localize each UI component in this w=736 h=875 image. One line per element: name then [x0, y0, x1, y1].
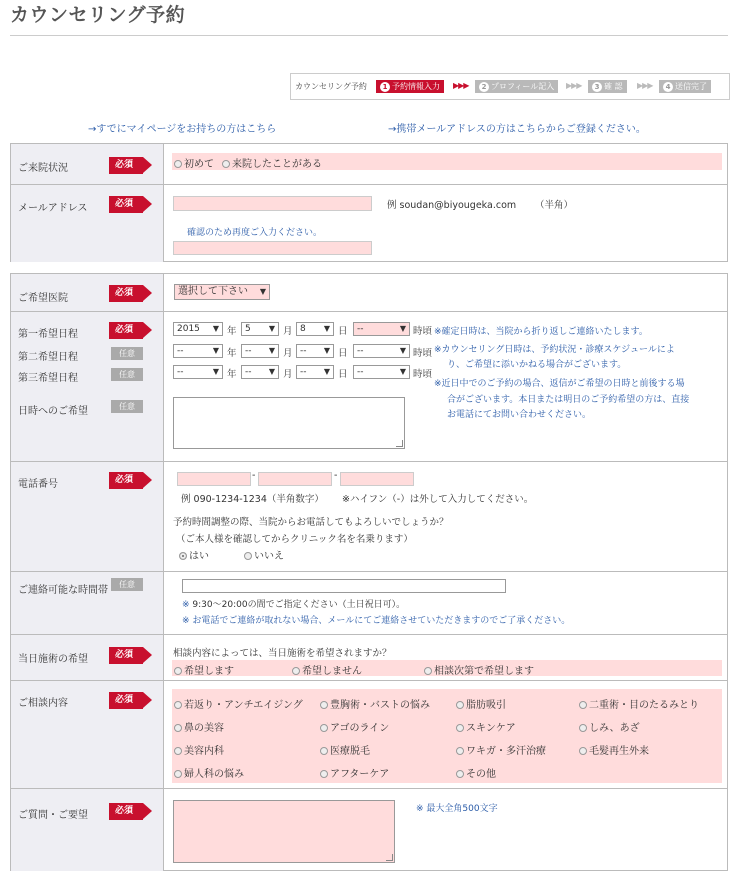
- step-2: 2 プロフィール記入: [475, 80, 558, 93]
- consult-row: [11, 680, 727, 789]
- time-unit: 時頃: [413, 326, 433, 337]
- title-divider: [10, 35, 728, 36]
- step-3: 3 確 認: [588, 80, 627, 93]
- step-4: 4 送信完了: [659, 80, 711, 93]
- phone-example: 例 090-1234-1234（半角数字）: [181, 494, 324, 505]
- optional-badge: 任意: [111, 347, 143, 360]
- visit-status-options: [172, 153, 722, 170]
- phone-input-3[interactable]: [340, 472, 414, 486]
- consult-option[interactable]: 二重術・目のたるみとり: [579, 696, 699, 711]
- clinic-select[interactable]: 選択して下さい ▼: [174, 284, 270, 300]
- mobile-register-link[interactable]: →携帯メールアドレスの方はこちらからご登録ください。: [388, 124, 646, 135]
- phone-call-yes[interactable]: はい: [179, 547, 209, 562]
- radio-icon: [174, 160, 182, 168]
- required-badge: 必須: [109, 692, 143, 709]
- same-day-maybe[interactable]: 相談次第で希望します: [424, 662, 534, 677]
- visit-status-label: ご来院状況: [18, 163, 68, 174]
- first-day-select[interactable]: 8 ▼: [296, 322, 334, 336]
- email-input[interactable]: [173, 196, 372, 211]
- first-date-label: 第一希望日程: [18, 329, 78, 340]
- resize-handle-icon: [396, 440, 403, 447]
- email-halfwidth-note: （半角）: [535, 200, 574, 211]
- same-day-question: 相談内容によっては、当日施術を希望されますか？: [173, 648, 392, 659]
- contact-time-input[interactable]: [182, 579, 506, 593]
- consult-option[interactable]: ワキガ・多汗治療: [456, 742, 546, 757]
- phone-label: 電話番号: [18, 479, 58, 490]
- optional-badge: 任意: [111, 400, 143, 413]
- second-date-label: 第二希望日程: [18, 352, 78, 363]
- required-badge: 必須: [109, 647, 143, 664]
- contact-time-note-1: ※ 9:30～20:00の間でご指定ください（土日祝日可）。: [182, 600, 406, 610]
- phone-input-1[interactable]: [177, 472, 251, 486]
- phone-call-sub: （ご本人様を確認してからクリニック名を名乗ります）: [176, 534, 413, 545]
- date-notes-label: 日時へのご希望: [18, 406, 88, 417]
- consult-option[interactable]: 毛髪再生外来: [579, 742, 649, 757]
- second-day-select[interactable]: -- ▼: [296, 344, 334, 358]
- step-arrow: ▶▶▶: [453, 81, 469, 90]
- optional-badge: 任意: [111, 578, 143, 591]
- required-badge: 必須: [109, 157, 143, 174]
- step-indicator: [290, 73, 730, 100]
- third-date-label: 第三希望日程: [18, 373, 78, 384]
- third-day-select[interactable]: -- ▼: [296, 365, 334, 379]
- date-note-2a: ※カウンセリング日時は、予約状況・診療スケジュールによ: [434, 345, 675, 355]
- radio-icon: [424, 667, 432, 675]
- date-note-1: ※確定日時は、当院から折り返しご連絡いたします。: [434, 327, 648, 337]
- second-year-select[interactable]: -- ▼: [173, 344, 223, 358]
- required-badge: 必須: [109, 196, 143, 213]
- phone-hyphen-note: ※ハイフン（-）は外して入力してください。: [342, 494, 534, 505]
- required-badge: 必須: [109, 285, 143, 302]
- consult-option[interactable]: 鼻の美容: [174, 719, 224, 734]
- third-year-select[interactable]: -- ▼: [173, 365, 223, 379]
- mypage-link[interactable]: →すでにマイページをお持ちの方はこちら: [88, 124, 277, 135]
- radio-icon: [179, 552, 187, 560]
- second-time-select[interactable]: -- ▼: [353, 344, 410, 358]
- clinic-row: [11, 274, 727, 311]
- date-note-3a: ※近日中でのご予約の場合、返信がご希望の日時と前後する場: [434, 379, 685, 389]
- questions-textarea[interactable]: [173, 800, 395, 863]
- consult-options: [172, 689, 722, 783]
- basic-info-table: [10, 143, 728, 262]
- phone-row: 電話番号 必須 - - 例 090-1234-1234（半角数字） ※ハイフン（-）は外して入力してください。 予約時間調整の際、当院からお電話してもよろしいでしょうか？ （ご本人様を確認してからクリニック名を名乗ります） はい いいえ: [11, 461, 727, 572]
- consult-option[interactable]: 美容内科: [174, 742, 224, 757]
- second-month-select[interactable]: -- ▼: [241, 344, 279, 358]
- first-month-select[interactable]: 5 ▼: [241, 322, 279, 336]
- consult-option[interactable]: スキンケア: [456, 719, 516, 734]
- same-day-yes[interactable]: 希望します: [174, 662, 234, 677]
- consult-option[interactable]: アフターケア: [320, 765, 389, 780]
- visit-first-option[interactable]: 初めて: [174, 155, 214, 170]
- visit-returning-option[interactable]: 来院したことがある: [222, 155, 322, 170]
- visit-status-row: [11, 144, 727, 184]
- consult-option[interactable]: 婦人科の悩み: [174, 765, 244, 780]
- phone-call-no[interactable]: いいえ: [244, 547, 284, 562]
- step-arrow: ▶▶▶: [637, 81, 653, 90]
- questions-row: [11, 788, 727, 871]
- email-row: [11, 184, 727, 262]
- same-day-label: 当日施術の希望: [18, 654, 88, 665]
- contact-time-note-2: ※ お電話でご連絡が取れない場合、メールにてご連絡させていただきますのでご了承ください。: [182, 616, 571, 626]
- consult-option[interactable]: 若返り・アンチエイジング: [174, 696, 303, 711]
- phone-call-question: 予約時間調整の際、当院からお電話してもよろしいでしょうか？: [173, 517, 449, 528]
- third-month-select[interactable]: -- ▼: [241, 365, 279, 379]
- page-title: カウンセリング予約: [10, 4, 186, 26]
- clinic-label: ご希望医院: [18, 293, 68, 304]
- required-badge: 必須: [109, 472, 143, 489]
- reservation-table: [10, 273, 728, 871]
- same-day-options: [172, 660, 722, 676]
- required-badge: 必須: [109, 803, 143, 820]
- date-note-2b: り、ご希望に添いかねる場合がございます。: [447, 360, 627, 370]
- contact-time-label: ご連絡可能な時間帯: [18, 585, 108, 596]
- resize-handle-icon: [386, 854, 393, 861]
- email-label: メールアドレス: [18, 203, 88, 214]
- consult-option[interactable]: 豊胸術・バストの悩み: [320, 696, 430, 711]
- consult-option[interactable]: その他: [456, 765, 496, 780]
- date-notes-textarea[interactable]: [173, 397, 405, 449]
- first-year-select[interactable]: 2015 ▼: [173, 322, 223, 336]
- phone-input-2[interactable]: [258, 472, 332, 486]
- optional-badge: 任意: [111, 368, 143, 381]
- chevron-down-icon: ▼: [259, 287, 266, 296]
- email-example: 例 soudan@biyougeka.com: [387, 200, 517, 211]
- dates-row: 第一希望日程 必須 第二希望日程 任意 第三希望日程 任意 日時へのご希望 任意 2015 ▼ 年 5 ▼ 月 8 ▼ 日 -- ▼ 時頃 -- ▼ 年 -- ▼ 月 -- ▼ 日 -- ▼ 時頃 -- ▼ 年 -- ▼ 月 -- ▼ 日 -- ▼ 時頃 ※確定日時は、当院から折り返しご連絡いたします。 ※カウンセリング日時は、予約状況・診療スケジュールによ り、ご希望に添いかねる場合がございます。 ※近日中でのご予約の場合、返信がご希望の日時と前後する場 合がございます。本日または明日のご予約希望の方は、直接 お電話にてお問い合わせください。: [11, 311, 727, 462]
- consult-option[interactable]: アゴのライン: [320, 719, 389, 734]
- contact-time-row: [11, 571, 727, 635]
- steps-lead: カウンセリング予約: [295, 82, 367, 91]
- radio-icon: [244, 552, 252, 560]
- consult-option[interactable]: しみ、あざ: [579, 719, 640, 734]
- day-unit: 日: [338, 326, 348, 337]
- third-time-select[interactable]: -- ▼: [353, 365, 410, 379]
- questions-note: ※ 最大全角500文字: [416, 804, 498, 814]
- month-unit: 月: [283, 326, 293, 337]
- first-time-select[interactable]: -- ▼: [353, 322, 410, 336]
- questions-label: ご質問・ご要望: [18, 810, 88, 821]
- radio-icon: [222, 160, 230, 168]
- year-unit: 年: [227, 326, 237, 337]
- consult-option[interactable]: 医療脱毛: [320, 742, 370, 757]
- email-confirm-input[interactable]: [173, 241, 372, 255]
- email-confirm-note: 確認のため再度ご入力ください。: [187, 228, 323, 238]
- required-badge: 必須: [109, 322, 143, 339]
- radio-icon: [174, 667, 182, 675]
- consult-label: ご相談内容: [18, 698, 68, 709]
- same-day-no[interactable]: 希望しません: [292, 662, 362, 677]
- same-day-row: [11, 634, 727, 681]
- radio-icon: [292, 667, 300, 675]
- date-note-3c: お電話にてお問い合わせください。: [447, 410, 592, 420]
- consult-option[interactable]: 脂肪吸引: [456, 696, 506, 711]
- step-1: 1 予約情報入力: [376, 80, 444, 93]
- date-note-3b: 合がございます。本日または明日のご予約希望の方は、直接: [447, 395, 690, 405]
- step-arrow: ▶▶▶: [566, 81, 582, 90]
